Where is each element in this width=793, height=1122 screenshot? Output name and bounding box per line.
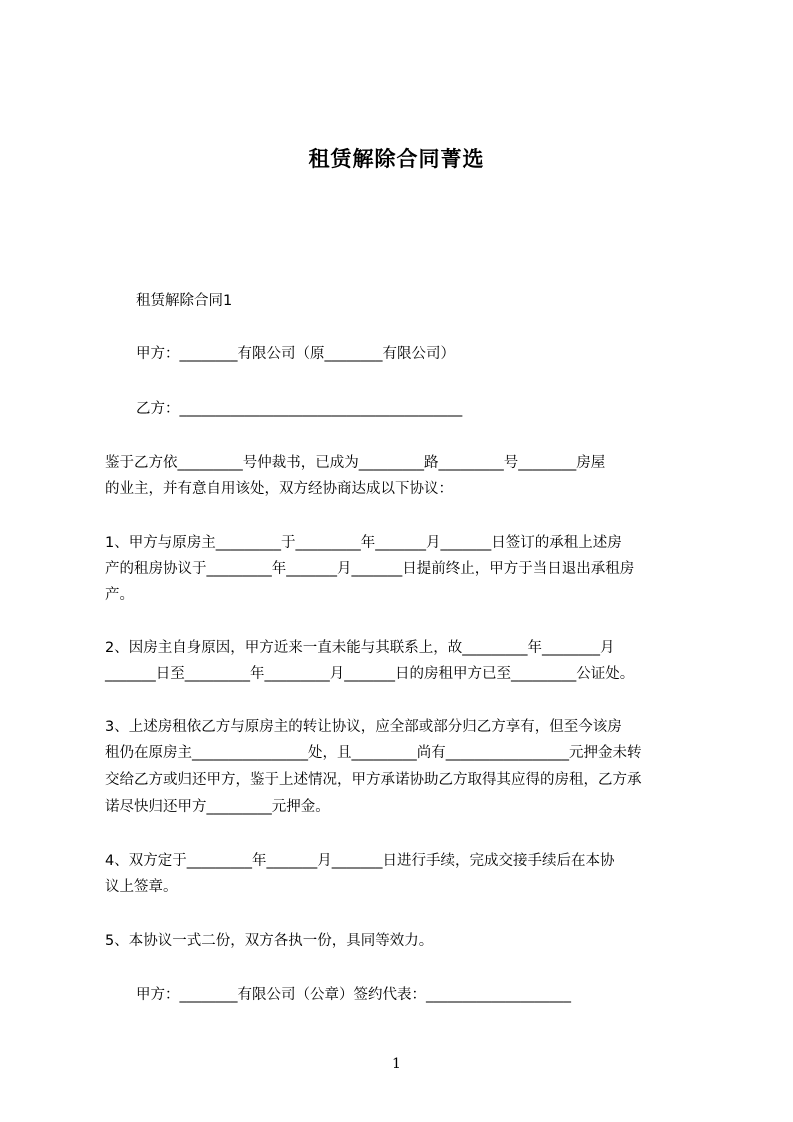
page-number: 1 — [392, 1056, 401, 1072]
clause-1-line: 产的租房协议于_________年_______月_______日提前终止，甲方于当日退出承租房 — [105, 561, 635, 577]
document-title: 租赁解除合同菁选 — [308, 147, 485, 171]
clause-4-line: 4、双方定于_________年_______月_______日进行手续，完成交接手续后在本协 — [105, 853, 615, 869]
clause-4-line: 议上签章。 — [105, 879, 178, 895]
clause-5-line: 5、本协议一式二份，双方各执一份，具同等效力。 — [105, 933, 434, 949]
signature-line: 甲方：________有限公司（公章）签约代表：____________________ — [136, 987, 571, 1003]
preamble-line: 鉴于乙方依_________号仲裁书，已成为_________路_________号________房屋 — [105, 455, 606, 471]
party-a-line: 甲方：________有限公司（原________有限公司） — [136, 346, 455, 362]
party-b-line: 乙方：_______________________________________ — [136, 401, 463, 417]
clause-3-line: 3、上述房租依乙方与原房主的转让协议，应全部或部分归乙方享有，但至今该房 — [105, 719, 622, 735]
subtitle: 租赁解除合同1 — [136, 293, 233, 309]
preamble-line: 的业主，并有意自用该处，双方经协商达成以下协议： — [105, 481, 453, 497]
clause-3-line: 交给乙方或归还甲方，鉴于上述情况，甲方承诺协助乙方取得其应得的房租，乙方承 — [105, 772, 642, 788]
clause-1-line: 产。 — [105, 587, 134, 603]
clause-3-line: 租仍在原房主________________处，且_________尚有_________________元押金未转 — [105, 745, 642, 761]
clause-2-line: _______日至_________年_________月_______日的房租甲方已至_________公证处。 — [105, 666, 635, 682]
clause-3-line: 诺尽快归还甲方_________元押金。 — [105, 799, 330, 815]
clause-2-line: 2、因房主自身原因，甲方近来一直未能与其联系上，故_________年________月 — [105, 640, 615, 656]
clause-1-line: 1、甲方与原房主_________于_________年_______月_______日签订的承租上述房 — [105, 535, 622, 551]
